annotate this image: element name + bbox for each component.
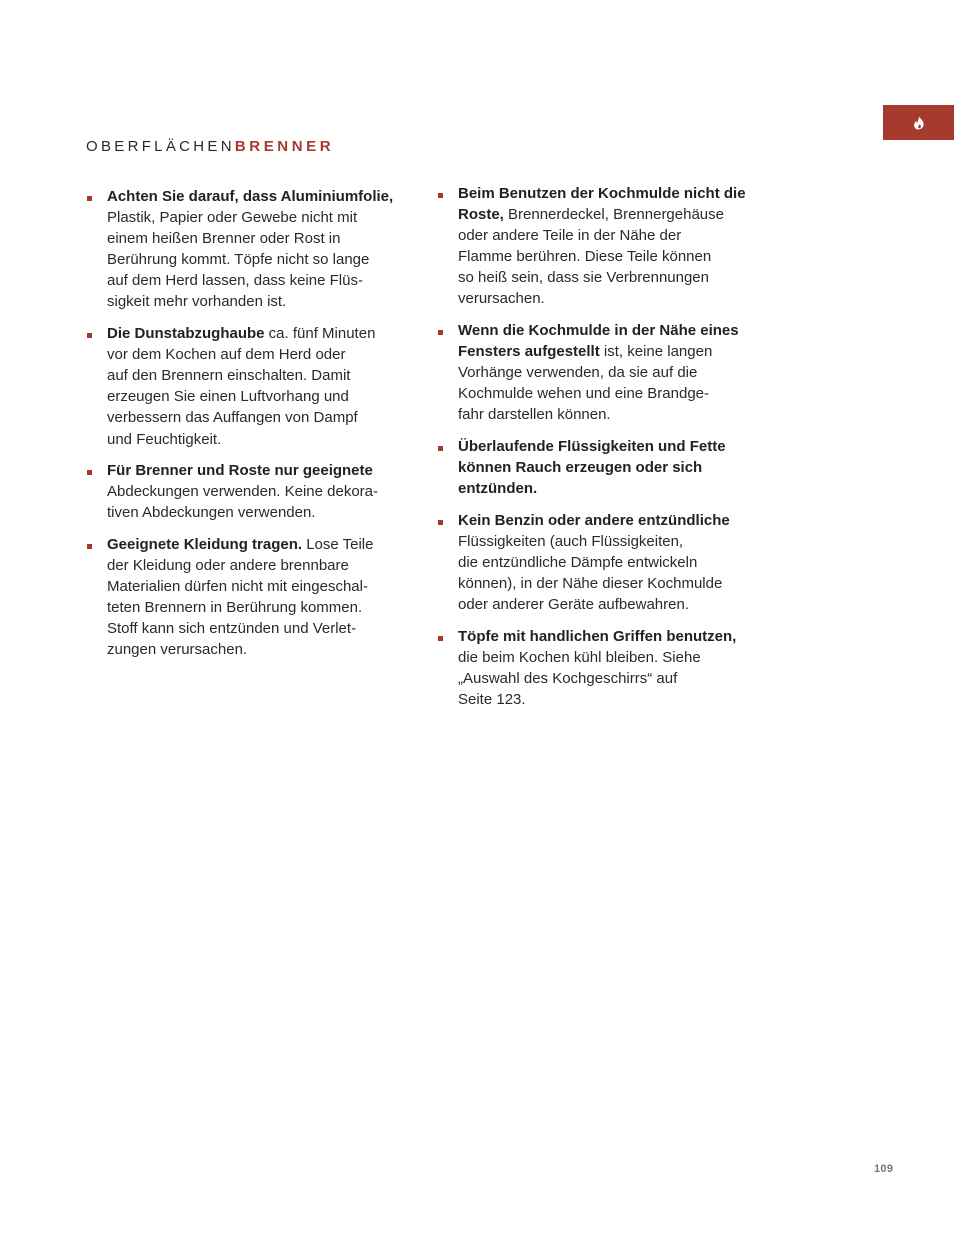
bullet-icon <box>438 330 443 335</box>
list-item: Kein Benzin oder andere entzündliche Flüssigkeiten (auch Flüssigkeiten, die entzündliche Dämpfe entwickeln können), in der Nähe dieser Kochmulde oder anderer Geräte aufbewahren. <box>437 510 747 615</box>
bullet-icon <box>87 544 92 549</box>
bullet-icon <box>87 196 92 201</box>
section-tab <box>883 105 954 140</box>
page-number: 109 <box>874 1163 894 1175</box>
list-item: Achten Sie darauf, dass Aluminiumfolie, Plastik, Papier oder Gewebe nicht mit einem heißen Brenner oder Rost in Berührung kommt. Töpfe nicht so lange auf dem Herd lassen, dass keine Flüs- sigkeit mehr vorhanden ist. <box>86 186 396 313</box>
list-item: Wenn die Kochmulde in der Nähe eines Fensters aufgestellt ist, keine langen Vorhänge verwenden, da sie auf die Kochmulde wehen und eine Brandge- fahr darstellen können. <box>437 320 747 425</box>
title-light: OBERFLÄCHEN <box>86 138 235 155</box>
list-item: Geeignete Kleidung tragen. Lose Teile der Kleidung oder andere brennbare Materialien dürfen nicht mit eingeschal- teten Brennern in Berührung kommen. Stoff kann sich entzünden und Verlet- zungen verursachen. <box>86 534 396 661</box>
bullet-icon <box>87 470 92 475</box>
bullet-icon <box>438 446 443 451</box>
page-title <box>86 138 334 156</box>
bullet-icon <box>438 520 443 525</box>
bullet-icon <box>87 333 92 338</box>
title-bold: BRENNER <box>234 138 335 155</box>
list-item: Die Dunstabzughaube ca. fünf Minuten vor dem Kochen auf dem Herd oder auf den Brennern einschalten. Damit erzeugen Sie einen Luftvorhang und verbessern das Auffangen von Dampf und Feuchtigkeit. <box>86 323 396 450</box>
bullet-icon <box>438 636 443 641</box>
list-item: Für Brenner und Roste nur geeignete Abdeckungen verwenden. Keine dekora- tiven Abdeckungen verwenden. <box>86 460 396 523</box>
list-item: Töpfe mit handlichen Griffen benutzen, die beim Kochen kühl bleiben. Siehe „Auswahl des Kochgeschirrs“ auf Seite 123. <box>437 626 747 710</box>
list-item: Überlaufende Flüssigkeiten und Fette können Rauch erzeugen oder sich entzünden. <box>437 436 747 499</box>
right-column <box>437 183 747 721</box>
list-item: Beim Benutzen der Kochmulde nicht die Roste, Brennerdeckel, Brennergehäuse oder andere Teile in der Nähe der Flamme berühren. Diese Teile können so heiß sein, dass sie Verbrennungen verursachen. <box>437 183 747 310</box>
flame-icon <box>913 116 925 130</box>
left-column <box>86 186 396 660</box>
bullet-icon <box>438 193 443 198</box>
